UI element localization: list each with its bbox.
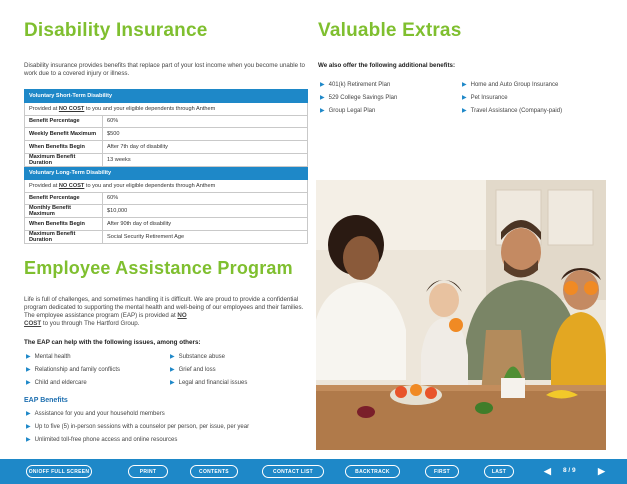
list-item: ▶ Unlimited toll-free phone access and online resources <box>26 437 178 443</box>
row-label: When Benefits Begin <box>25 218 103 231</box>
list-item: ▶ Child and eldercare <box>26 380 87 386</box>
arrow-icon: ▶ <box>26 367 31 373</box>
arrow-icon: ▶ <box>170 367 175 373</box>
list-item: ▶ Grief and loss <box>170 367 216 373</box>
footer-nav-bar <box>0 459 627 484</box>
contents-button[interactable]: CONTENTS <box>190 465 238 478</box>
arrow-icon: ▶ <box>170 354 175 360</box>
family-photo-illustration <box>316 180 606 450</box>
table-row <box>25 128 308 141</box>
row-value: $10,000 <box>103 205 308 218</box>
short-term-note-row <box>25 102 308 115</box>
disability-table <box>24 89 308 244</box>
disability-insurance-title: Disability Insurance <box>24 20 208 41</box>
next-page-icon[interactable]: ▶ <box>598 466 605 476</box>
row-value: 60% <box>103 192 308 205</box>
row-value: 13 weeks <box>103 153 308 166</box>
row-label: Maximum Benefit Duration <box>25 153 103 166</box>
arrow-icon: ▶ <box>462 95 467 101</box>
arrow-icon: ▶ <box>320 95 325 101</box>
disability-intro: Disability insurance provides benefits that replace part of your lost income when you become unable to work due to a covered injury or illness. <box>24 62 305 77</box>
fullscreen-toggle-button[interactable]: ON/OFF FULL SCREEN <box>26 465 92 478</box>
table-row <box>25 218 308 231</box>
table-row <box>25 205 308 218</box>
eap-benefits-title: EAP Benefits <box>24 397 68 404</box>
row-value: After 90th day of disability <box>103 218 308 231</box>
row-label: Benefit Percentage <box>25 192 103 205</box>
arrow-icon: ▶ <box>26 380 31 386</box>
long-term-header-row <box>25 166 308 179</box>
row-value: Social Security Retirement Age <box>103 231 308 244</box>
short-term-note: Provided at NO COST to you and your eligible dependents through Anthem <box>25 102 308 115</box>
row-label: Maximum Benefit Duration <box>25 231 103 244</box>
arrow-icon: ▶ <box>170 380 175 386</box>
row-value: $500 <box>103 128 308 141</box>
backtrack-button[interactable]: BACKTRACK <box>345 465 400 478</box>
row-label: Weekly Benefit Maximum <box>25 128 103 141</box>
list-item: ▶ Up to five (5) in-person sessions with a counselor per person, per issue, per year <box>26 424 250 430</box>
family-kitchen-photo <box>316 180 606 450</box>
list-item: ▶ Travel Assistance (Company-paid) <box>462 108 563 114</box>
list-item: ▶ Assistance for you and your household members <box>26 411 165 417</box>
list-item: ▶ Substance abuse <box>170 354 225 360</box>
list-item: ▶ Pet Insurance <box>462 95 508 101</box>
first-page-button[interactable]: FIRST <box>425 465 459 478</box>
arrow-icon: ▶ <box>320 108 325 114</box>
table-row <box>25 115 308 128</box>
table-row <box>25 192 308 205</box>
short-term-header-row <box>25 90 308 103</box>
arrow-icon: ▶ <box>462 82 467 88</box>
page-indicator: 8 / 9 <box>563 467 576 474</box>
row-value: After 7th day of disability <box>103 141 308 154</box>
arrow-icon: ▶ <box>26 411 31 417</box>
table-row <box>25 153 308 166</box>
long-term-note-row <box>25 179 308 192</box>
arrow-icon: ▶ <box>462 108 467 114</box>
eap-help-intro: The EAP can help with the following issues, among others: <box>24 339 201 346</box>
arrow-icon: ▶ <box>26 424 31 430</box>
arrow-icon: ▶ <box>320 82 325 88</box>
eap-intro: Life is full of challenges, and sometimes handling it is difficult. We are proud to provide a confidential program dedicated to supporting the mental health and well-being of our employees and their families. The employee assistance program (EAP) is provided at NO COST to you through The Hartford Group. <box>24 296 304 327</box>
list-item: ▶ Home and Auto Group Insurance <box>462 82 559 88</box>
valuable-extras-title: Valuable Extras <box>318 20 462 41</box>
arrow-icon: ▶ <box>26 437 31 443</box>
last-page-button[interactable]: LAST <box>484 465 514 478</box>
row-label: Benefit Percentage <box>25 115 103 128</box>
previous-page-icon[interactable]: ◀ <box>544 466 551 476</box>
list-item: ▶ 529 College Savings Plan <box>320 95 398 101</box>
contact-list-button[interactable]: CONTACT LIST <box>262 465 324 478</box>
list-item: ▶ Mental health <box>26 354 71 360</box>
print-button[interactable]: PRINT <box>128 465 168 478</box>
long-term-note: Provided at NO COST to you and your eligible dependents through Anthem <box>25 179 308 192</box>
list-item: ▶ Legal and financial issues <box>170 380 248 386</box>
table-row <box>25 141 308 154</box>
short-term-header: Voluntary Short-Term Disability <box>25 90 308 103</box>
extras-intro: We also offer the following additional benefits: <box>318 62 456 69</box>
row-label: Monthly Benefit Maximum <box>25 205 103 218</box>
row-value: 60% <box>103 115 308 128</box>
table-row <box>25 231 308 244</box>
list-item: ▶ Group Legal Plan <box>320 108 376 114</box>
long-term-header: Voluntary Long-Term Disability <box>25 166 308 179</box>
list-item: ▶ 401(k) Retirement Plan <box>320 82 391 88</box>
row-label: When Benefits Begin <box>25 141 103 154</box>
eap-title: Employee Assistance Program <box>24 258 293 278</box>
list-item: ▶ Relationship and family conflicts <box>26 367 120 373</box>
arrow-icon: ▶ <box>26 354 31 360</box>
